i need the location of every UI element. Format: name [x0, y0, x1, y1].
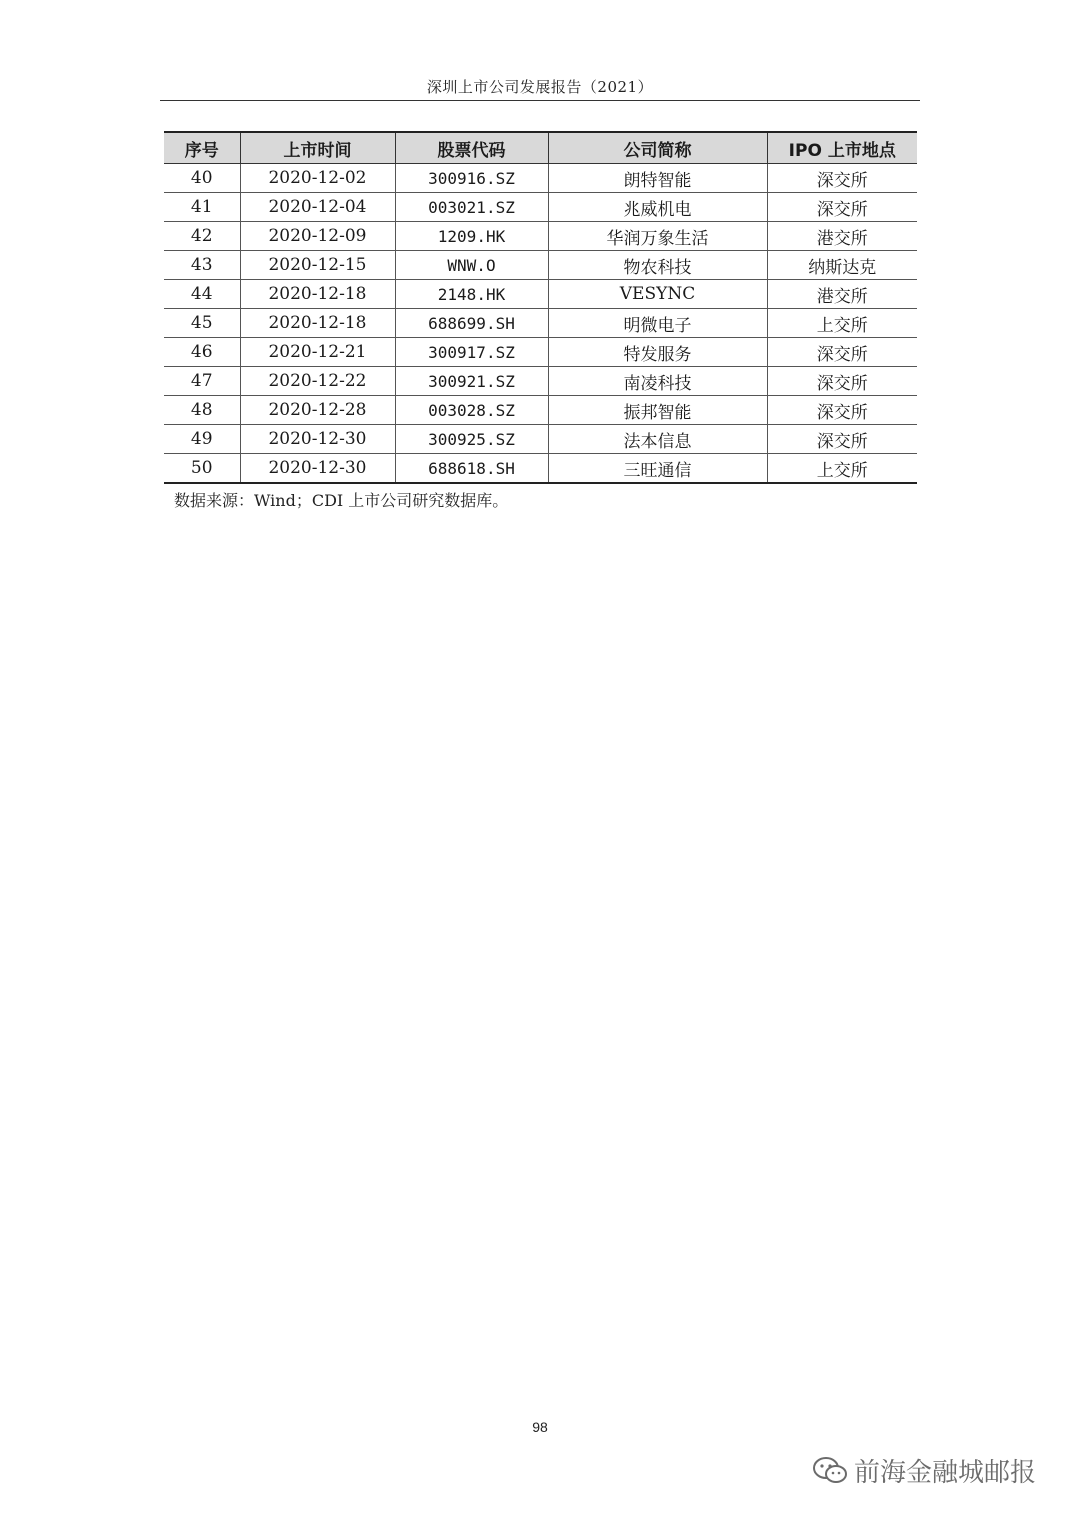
running-header: 深圳上市公司发展报告（2021） [426, 78, 654, 96]
table-row [164, 425, 917, 454]
cell-ipo-venue: 港交所 [767, 280, 917, 309]
cell-stock-code: 300925.SZ [395, 425, 548, 454]
cell-company-name: 朗特智能 [548, 164, 767, 193]
cell-ipo-venue: 港交所 [767, 222, 917, 251]
cell-index: 49 [164, 425, 240, 454]
cell-ipo-venue: 纳斯达克 [767, 251, 917, 280]
cell-index: 50 [164, 454, 240, 484]
cell-company-name: 兆威机电 [548, 193, 767, 222]
table-row [164, 309, 917, 338]
column-header-listing-date: 上市时间 [240, 132, 395, 164]
cell-listing-date: 2020-12-18 [240, 309, 395, 338]
table-row [164, 280, 917, 309]
cell-listing-date: 2020-12-30 [240, 425, 395, 454]
cell-stock-code: 2148.HK [395, 280, 548, 309]
cell-index: 43 [164, 251, 240, 280]
table-body [164, 164, 917, 484]
cell-ipo-venue: 上交所 [767, 454, 917, 484]
table-row [164, 454, 917, 484]
column-header-index: 序号 [164, 132, 240, 164]
cell-company-name: 明微电子 [548, 309, 767, 338]
cell-stock-code: 300917.SZ [395, 338, 548, 367]
cell-ipo-venue: 深交所 [767, 338, 917, 367]
cell-company-name: 物农科技 [548, 251, 767, 280]
column-header-company-name: 公司简称 [548, 132, 767, 164]
cell-ipo-venue: 深交所 [767, 193, 917, 222]
cell-company-name: 三旺通信 [548, 454, 767, 484]
watermark-text: 前海金融城邮报 [854, 1458, 1037, 1488]
table-row [164, 193, 917, 222]
table-header-row [164, 132, 917, 164]
cell-index: 47 [164, 367, 240, 396]
cell-listing-date: 2020-12-22 [240, 367, 395, 396]
table-row [164, 251, 917, 280]
header-rule [160, 100, 920, 101]
cell-ipo-venue: 深交所 [767, 425, 917, 454]
cell-ipo-venue: 深交所 [767, 164, 917, 193]
cell-listing-date: 2020-12-30 [240, 454, 395, 484]
cell-index: 40 [164, 164, 240, 193]
cell-stock-code: 300921.SZ [395, 367, 548, 396]
page-number: 98 [532, 1419, 548, 1435]
cell-listing-date: 2020-12-18 [240, 280, 395, 309]
cell-listing-date: 2020-12-15 [240, 251, 395, 280]
cell-ipo-venue: 深交所 [767, 396, 917, 425]
cell-ipo-venue: 上交所 [767, 309, 917, 338]
table-row [164, 164, 917, 193]
cell-index: 44 [164, 280, 240, 309]
column-header-stock-code: 股票代码 [395, 132, 548, 164]
cell-index: 41 [164, 193, 240, 222]
watermark [812, 1452, 1036, 1489]
cell-index: 45 [164, 309, 240, 338]
cell-index: 42 [164, 222, 240, 251]
table-row [164, 396, 917, 425]
cell-stock-code: 688699.SH [395, 309, 548, 338]
cell-stock-code: 003028.SZ [395, 396, 548, 425]
cell-index: 46 [164, 338, 240, 367]
table-row [164, 367, 917, 396]
table-row [164, 338, 917, 367]
ipo-listing-table [164, 131, 917, 484]
cell-company-name: 振邦智能 [548, 396, 767, 425]
cell-company-name: 特发服务 [548, 338, 767, 367]
cell-index: 48 [164, 396, 240, 425]
cell-company-name: VESYNC [548, 280, 767, 309]
cell-stock-code: 003021.SZ [395, 193, 548, 222]
cell-company-name: 华润万象生活 [548, 222, 767, 251]
source-note: 数据来源：Wind；CDI 上市公司研究数据库。 [174, 491, 509, 510]
cell-listing-date: 2020-12-21 [240, 338, 395, 367]
cell-stock-code: 300916.SZ [395, 164, 548, 193]
table-row [164, 222, 917, 251]
cell-ipo-venue: 深交所 [767, 367, 917, 396]
cell-company-name: 南凌科技 [548, 367, 767, 396]
cell-stock-code: WNW.O [395, 251, 548, 280]
cell-listing-date: 2020-12-09 [240, 222, 395, 251]
cell-stock-code: 1209.HK [395, 222, 548, 251]
cell-company-name: 法本信息 [548, 425, 767, 454]
column-header-ipo-venue: IPO 上市地点 [767, 132, 917, 164]
cell-stock-code: 688618.SH [395, 454, 548, 484]
cell-listing-date: 2020-12-02 [240, 164, 395, 193]
cell-listing-date: 2020-12-04 [240, 193, 395, 222]
cell-listing-date: 2020-12-28 [240, 396, 395, 425]
wechat-icon [812, 1456, 848, 1486]
